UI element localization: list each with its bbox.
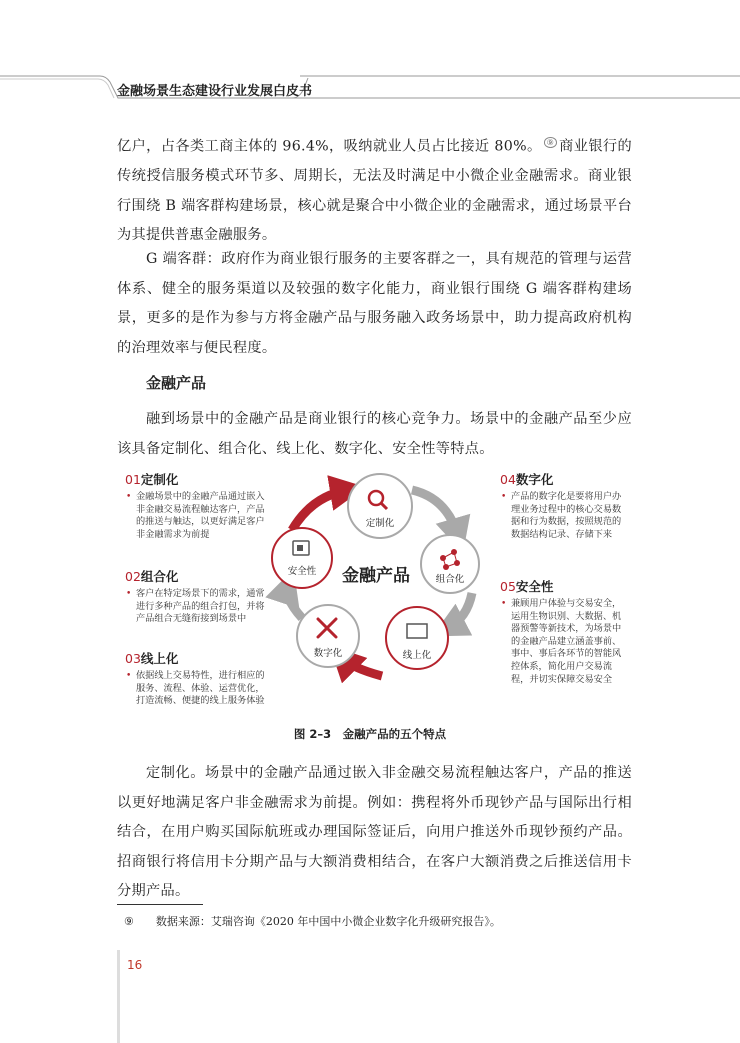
footnote-ref[interactable]: ⑨ bbox=[544, 137, 558, 148]
node-combination bbox=[421, 535, 479, 593]
page-number: 16 bbox=[127, 958, 143, 972]
paragraph-2: G 端客群：政府作为商业银行服务的主要客群之一，具有规范的管理与运营体系、健全的服务渠道以及较强的数字化能力，商业银行围绕 G 端客群构建场景，更多的是作为参与方将金融产品与服务融入政务场景中，助力提高政府机构的治理效率与便民程度。 bbox=[117, 251, 632, 356]
feature-05-title: 05安全性 bbox=[500, 579, 554, 594]
header-bar bbox=[0, 74, 740, 100]
paragraph-4: 定制化。场景中的金融产品通过嵌入非金融交易流程触达客户，产品的推送以更好地满足客户非金融需求为前提。例如：携程将外币现钞产品与国际出行相结合，在用户购买国际航班或办理国际签证后，向用户推送外币现钞预约产品。招商银行将信用卡分期产品与大额消费相结合，在客户大额消费之后推送信用卡分期产品。 bbox=[117, 765, 632, 899]
feature-01-title: 01定制化 bbox=[125, 472, 179, 487]
figure-caption: 图 2–3 金融产品的五个特点 bbox=[293, 727, 447, 741]
feature-03-title: 03线上化 bbox=[125, 651, 179, 666]
svg-text:数字化: 数字化 bbox=[313, 648, 343, 659]
footnote-number: ⑨ bbox=[124, 915, 134, 928]
header-title: 金融场景生态建设行业发展白皮书 bbox=[117, 84, 313, 99]
page-side-bar bbox=[117, 950, 120, 1043]
feature-05-desc: • 兼顾用户体验与交易安全，运用生物识别、大数据、机器预警等新技术，为场景中的金融产品建立涵盖事前、事中、事后各环节的智能风控体系，简化用户交易流程，并切实保障交易安全 bbox=[500, 598, 628, 686]
feature-05 bbox=[500, 577, 628, 686]
node-online bbox=[386, 607, 448, 669]
svg-text:定制化: 定制化 bbox=[365, 518, 395, 529]
node-customization bbox=[348, 474, 412, 538]
svg-text:组合化: 组合化 bbox=[435, 574, 465, 585]
arc-4-5 bbox=[287, 586, 302, 618]
feature-02 bbox=[125, 567, 265, 626]
svg-text:安全性: 安全性 bbox=[287, 566, 317, 577]
feature-01-desc: • 金融场景中的金融产品通过嵌入非金融交易流程触达客户，产品的推送与触达，以更好满足客户非金融需求为前提 bbox=[125, 491, 265, 541]
footnote bbox=[124, 913, 501, 929]
diagram-center-label: 金融产品 bbox=[342, 566, 410, 586]
paragraph-1-part-a: 亿户，占各类工商主体的 96.4%，吸纳就业人员占比接近 80%。 bbox=[117, 138, 542, 155]
arc-2-3 bbox=[448, 593, 472, 628]
feature-01 bbox=[125, 470, 265, 541]
paragraph-1 bbox=[117, 128, 632, 251]
arc-5-1 bbox=[292, 490, 348, 530]
feature-02-title: 02组合化 bbox=[125, 569, 179, 584]
paragraph-1-part-b: 商业银行的传统授信服务模式环节多、周期长，无法及时满足中小微企业金融需求。商业银行围绕 B 端客群构建场景，核心就是聚合中小微企业的金融需求，通过场景平台为其提供普惠金融服务。 bbox=[117, 138, 632, 244]
feature-04-desc: • 产品的数字化是要将用户办理业务过程中的核心交易数据和行为数据，按照规范的数据结构记录、存储下来 bbox=[500, 491, 628, 541]
feature-04 bbox=[500, 470, 628, 541]
footnote-divider bbox=[117, 904, 203, 905]
footnote-text: 数据来源：艾瑞咨询《2020 年中国中小微企业数字化升级研究报告》。 bbox=[155, 915, 501, 928]
node-digital bbox=[297, 605, 359, 667]
feature-04-title: 04数字化 bbox=[500, 472, 554, 487]
section-title: 金融产品 bbox=[146, 374, 207, 392]
svg-text:线上化: 线上化 bbox=[402, 650, 432, 661]
feature-02-desc: • 客户在特定场景下的需求，通常进行多种产品的组合打包，并将产品组合无缝衔接到场景中 bbox=[125, 588, 265, 626]
paragraph-3: 融到场景中的金融产品是商业银行的核心竞争力。场景中的金融产品至少应该具备定制化、组合化、线上化、数字化、安全性等特点。 bbox=[117, 411, 632, 457]
feature-03 bbox=[125, 649, 265, 708]
feature-03-desc: • 依据线上交易特性，进行相应的服务、流程、体验、运营优化，打造流畅、便捷的线上服务体验 bbox=[125, 670, 265, 708]
cycle-diagram bbox=[262, 468, 500, 700]
arc-1-2 bbox=[412, 490, 458, 536]
node-security bbox=[272, 528, 332, 588]
